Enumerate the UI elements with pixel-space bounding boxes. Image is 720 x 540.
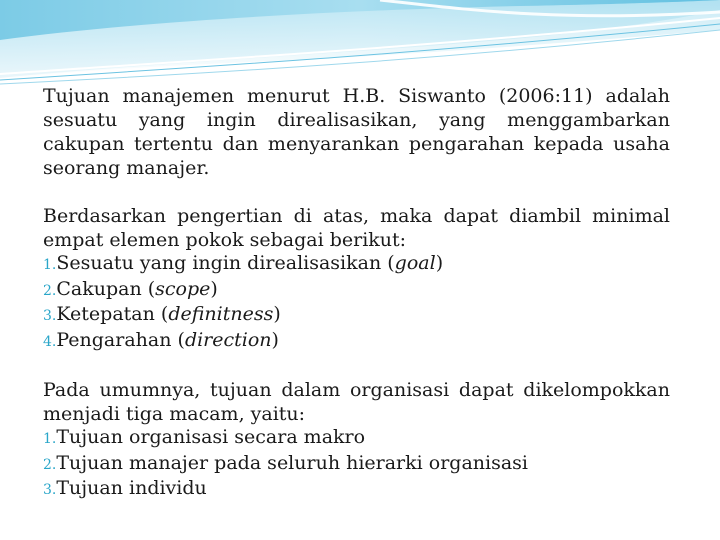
elements-list — [43, 252, 670, 354]
groups-list — [43, 426, 670, 503]
list-item: 1.Sesuatu yang ingin direalisasikan (goal) — [43, 252, 444, 274]
header-wave-decoration — [0, 0, 720, 95]
list-item: 3.Tujuan individu — [43, 477, 207, 499]
list-item: 2.Tujuan manajer pada seluruh hierarki organisasi — [43, 451, 529, 474]
slide-content — [43, 84, 670, 503]
list-item: 4.Pengarahan (direction) — [43, 328, 279, 351]
definition-paragraph: Tujuan manajemen menurut H.B. Siswanto (2006:11) adalah sesuatu yang ingin direalisasikan, yang menggambarkan cakupan tertentu dan menyarankan pengarahan kepada usaha seorang manajer. — [43, 85, 670, 179]
list-item: 1.Tujuan organisasi secara makro — [43, 426, 366, 448]
elements-intro: Berdasarkan pengertian di atas, maka dapat diambil minimal empat elemen pokok sebagai berikut: — [43, 205, 670, 251]
list-item: 3.Ketepatan (definitness) — [43, 303, 281, 325]
groups-intro: Pada umumnya, tujuan dalam organisasi dapat dikelompokkan menjadi tiga macam, yaitu: — [43, 379, 670, 425]
list-item: 2.Cakupan (scope) — [43, 277, 218, 300]
